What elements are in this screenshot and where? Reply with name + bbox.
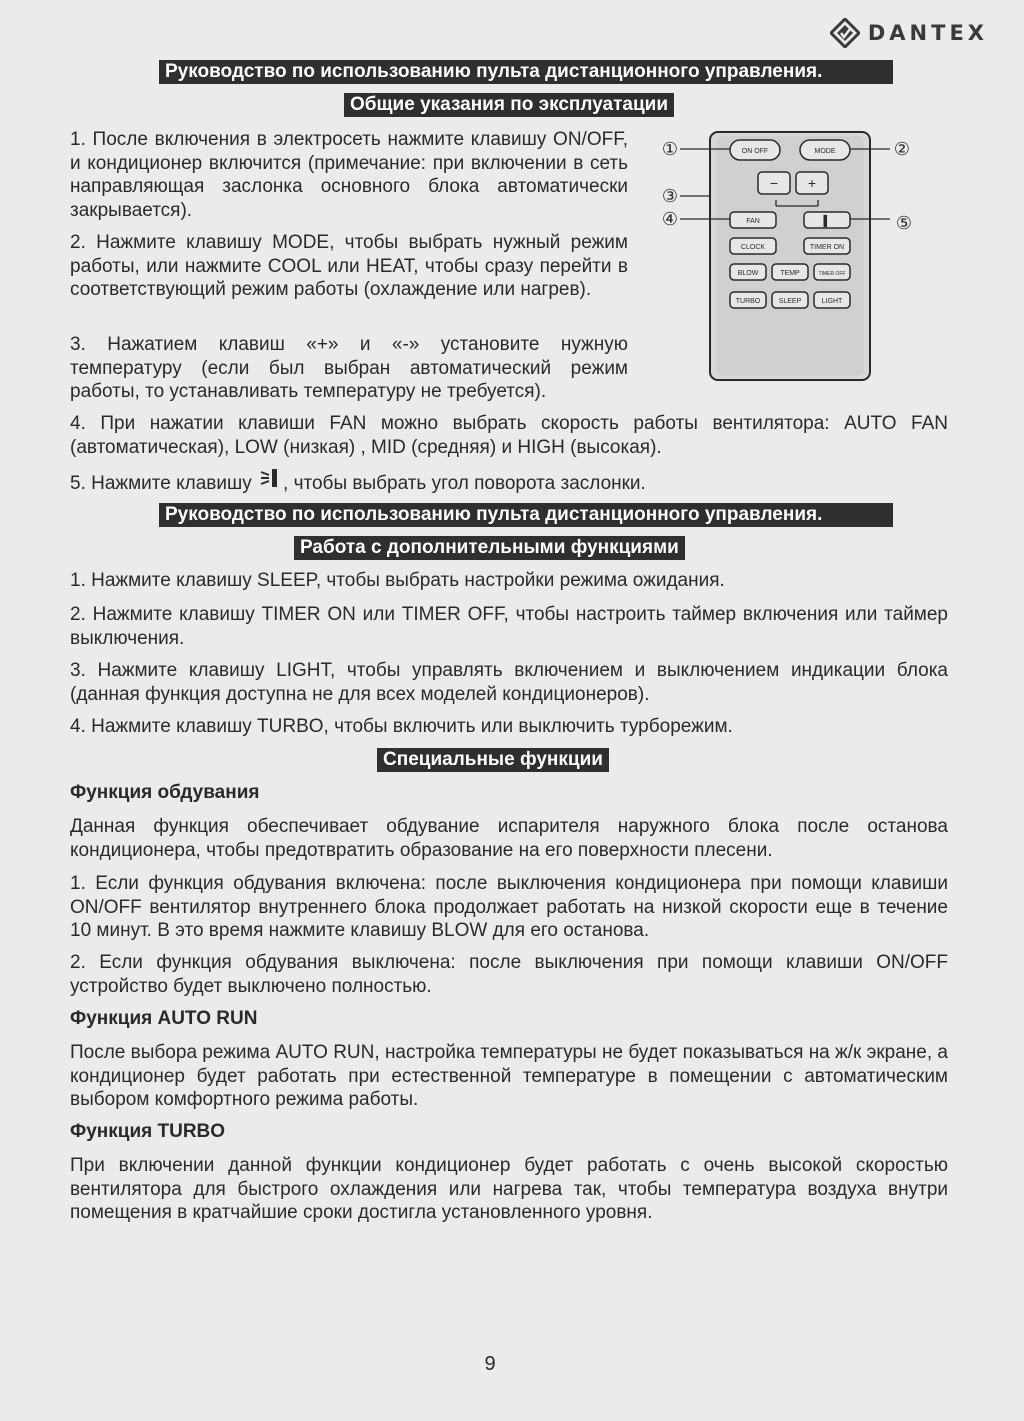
section1-item-3: 3. Нажатием клавиш «+» и «-» установите нужную температуру (если был выбран автоматический режим работы, то устанавливать температуру не требуется). — [70, 334, 628, 402]
section1-item-1: 1. После включения в электросеть нажмите клавишу ON/OFF, и кондиционер включится (примечание: при включении в сеть направляющая заслонка основного блока автоматически закрывается). — [70, 129, 628, 221]
section2-title-bar: Руководство по использованию пульта дистанционного управления. — [159, 503, 893, 527]
autorun-heading: Функция AUTO RUN — [70, 1008, 258, 1029]
svg-text:ON OFF: ON OFF — [741, 148, 769, 155]
section2-subtitle-bar: Работа с дополнительными функциями — [294, 536, 685, 560]
item5-text-post: , чтобы выбрать угол поворота заслонки. — [283, 473, 646, 494]
timer-off-button[interactable] — [814, 264, 850, 280]
remote-control-illustration — [654, 128, 916, 384]
svg-text:+: + — [807, 175, 817, 191]
light-button[interactable] — [814, 292, 850, 308]
temp-plus-button[interactable] — [796, 172, 828, 194]
svg-text:TIMER ON: TIMER ON — [809, 244, 845, 251]
svg-text:▌: ▌ — [823, 216, 831, 227]
svg-text:MODE: MODE — [814, 148, 836, 155]
section1-item-5 — [70, 467, 948, 496]
brand-name: DANTEX — [867, 21, 988, 45]
temp-minus-button[interactable] — [758, 172, 790, 194]
section2-item-1: 1. Нажмите клавишу SLEEP, чтобы выбрать настройки режима ожидания. — [70, 570, 725, 591]
blow-item-1: 1. Если функция обдувания включена: после выключения кондиционера при помощи клавиши ON/OFF вентилятор внутреннего блока продолжает работать на низкой скорости еще в течение 10 минут. В это время нажмите клавишу BLOW для его останова. — [70, 873, 948, 941]
blow-heading: Функция обдувания — [70, 782, 260, 803]
timer-on-button[interactable] — [804, 238, 850, 254]
svg-text:−: − — [769, 175, 779, 191]
on-off-button[interactable] — [730, 140, 780, 160]
blow-item-2: 2. Если функция обдувания выключена: после выключения при помощи клавиши ON/OFF устройство будет выключено полностью. — [70, 952, 948, 997]
sleep-button[interactable] — [772, 292, 808, 308]
autorun-text: После выбора режима AUTO RUN, настройка температуры не будет показываться на ж/к экране, а кондиционер будет работать при естественной температуре в помещении с автоматическим выбором комфортного режима работы. — [70, 1042, 948, 1110]
dantex-logo-icon — [830, 18, 860, 48]
section1-title-bar: Руководство по использованию пульта дистанционного управления. — [159, 60, 893, 84]
mode-button[interactable] — [800, 140, 850, 160]
turbo-text: При включении данной функции кондиционер будет работать с очень высокой скоростью вентилятора для быстрого охлаждения или нагрева так, чтобы температура воздуха внутри помещения в кратчайшие сроки достигла установленного уровня. — [70, 1155, 948, 1223]
section1-item-2: 2. Нажмите клавишу MODE, чтобы выбрать нужный режим работы, или нажмите COOL или HEAT, чтобы сразу перейти в соответствующий режим работы (охлаждение или нагрев). — [70, 232, 628, 300]
blow-button[interactable] — [730, 264, 766, 280]
section2-item-2: 2. Нажмите клавишу TIMER ON или TIMER OFF, чтобы настроить таймер включения или таймер выключения. — [70, 604, 948, 649]
turbo-button[interactable] — [730, 292, 766, 308]
callout-4: ④ — [661, 209, 679, 230]
clock-button[interactable] — [730, 238, 776, 254]
section1-subtitle-bar: Общие указания по эксплуатации — [344, 93, 674, 117]
svg-text:TIMER OFF: TIMER OFF — [818, 271, 846, 277]
svg-text:LIGHT: LIGHT — [821, 298, 843, 305]
callout-5: ⑤ — [895, 213, 913, 234]
temp-button[interactable] — [772, 264, 808, 280]
turbo-heading: Функция TURBO — [70, 1121, 226, 1142]
callout-1: ① — [661, 139, 679, 160]
item5-text-pre: 5. Нажмите клавишу — [70, 473, 252, 494]
blow-intro: Данная функция обеспечивает обдувание испарителя наружного блока после останова кондиционера, чтобы предотвратить образование на его поверхности плесени. — [70, 816, 948, 861]
section2-item-4: 4. Нажмите клавишу TURBO, чтобы включить или выключить турборежим. — [70, 716, 733, 737]
svg-text:CLOCK: CLOCK — [740, 244, 766, 251]
svg-text:TURBO: TURBO — [735, 298, 761, 305]
svg-text:FAN: FAN — [746, 218, 760, 225]
section1-item-4: 4. При нажатии клавиши FAN можно выбрать скорость работы вентилятора: AUTO FAN (автоматическая), LOW (низкая) , MID (средняя) и HIGH (высокая). — [70, 413, 948, 458]
callout-2: ② — [893, 139, 911, 160]
fan-button[interactable] — [730, 212, 776, 228]
page-number: 9 — [484, 1353, 496, 1375]
svg-text:SLEEP: SLEEP — [778, 298, 802, 305]
brand-logo — [830, 18, 988, 48]
callout-3: ③ — [661, 186, 679, 207]
svg-text:BLOW: BLOW — [737, 270, 759, 277]
svg-text:TEMP: TEMP — [780, 270, 800, 277]
section3-title-bar: Специальные функции — [377, 748, 609, 772]
swing-icon — [257, 467, 283, 496]
swing-button[interactable] — [804, 212, 850, 228]
section2-item-3: 3. Нажмите клавишу LIGHT, чтобы управлять включением и выключением индикации блока (данная функция доступна не для всех моделей кондиционеров). — [70, 660, 948, 705]
